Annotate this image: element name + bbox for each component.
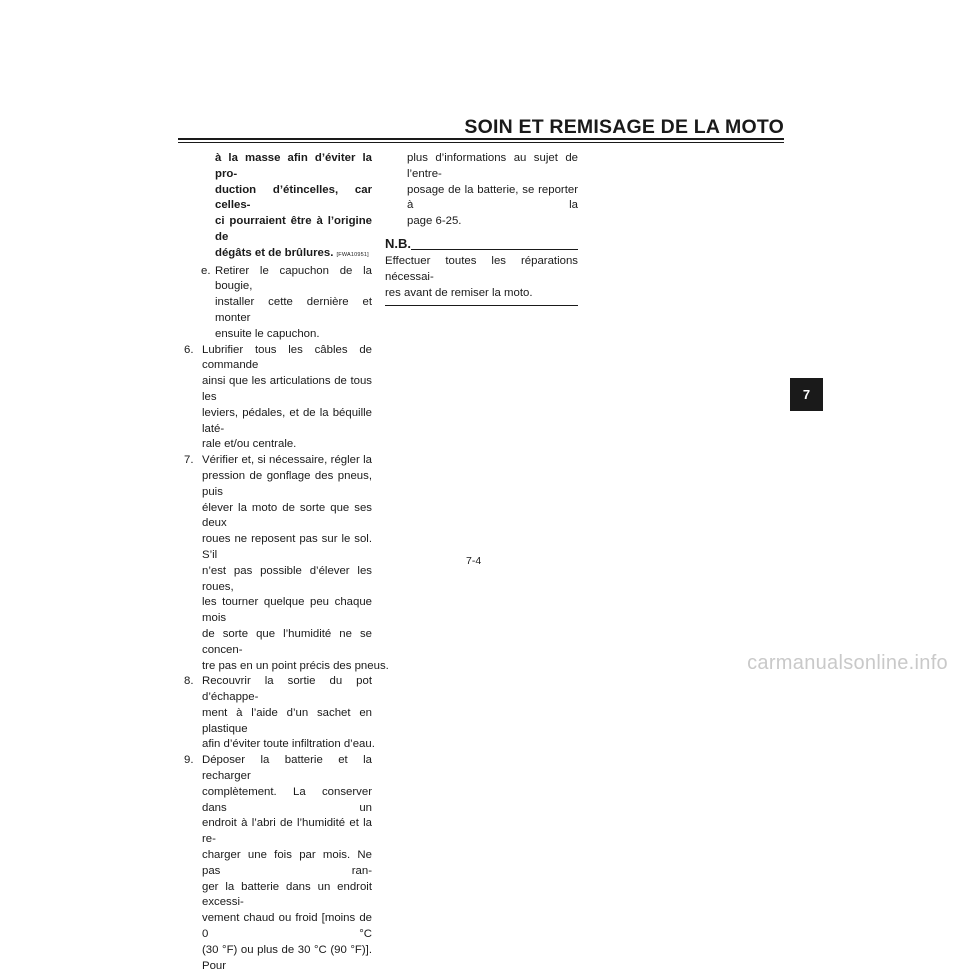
list-item-line: Vérifier et, si nécessaire, régler la — [202, 454, 372, 467]
warning-code: [FWA10951] — [336, 251, 369, 258]
list-item-line: vement chaud ou froid [moins de 0 °C — [202, 912, 372, 941]
header-rule-thick — [178, 138, 784, 140]
header-rule-thin — [178, 142, 784, 143]
list-item-line: endroit à l’abri de l’humidité et la re- — [202, 817, 372, 846]
note-text-line: res avant de remiser la moto. — [385, 286, 533, 299]
left-column — [184, 151, 389, 974]
list-item-number: 7. — [184, 454, 194, 467]
chapter-tab — [790, 378, 823, 411]
list-item-line: rale et/ou centrale. — [202, 438, 297, 451]
list-item-8 — [184, 674, 375, 753]
list-item-line: afin d’éviter toute infiltration d’eau. — [202, 738, 375, 751]
step-e — [184, 264, 372, 343]
list-item-number: 6. — [184, 343, 194, 356]
list-item-6 — [184, 343, 372, 454]
list-item-line: (30 °F) ou plus de 30 °C (90 °F)]. Pour — [202, 943, 372, 972]
list-item-line: leviers, pédales, et de la béquille laté- — [202, 406, 372, 435]
warning-text-line: ci pourraient être à l’origine de — [215, 215, 372, 243]
list-item-line: ainsi que les articulations de tous les — [202, 375, 372, 403]
note-heading — [385, 236, 578, 254]
right-column — [385, 151, 578, 306]
list-item-line: roues ne reposent pas sur le sol. S’il — [202, 533, 372, 561]
list-item-line: charger une fois par mois. Ne pas ran- — [202, 849, 372, 877]
step-e-line: ensuite le capuchon. — [215, 327, 320, 340]
list-item-line: ment à l’aide d’un sachet en plastique — [202, 706, 372, 735]
list-item-line: Lubrifier tous les câbles de commande — [202, 343, 372, 372]
page-header-title: SOIN ET REMISAGE DE LA MOTO — [464, 116, 784, 138]
list-item-line: élever la moto de sorte que ses deux — [202, 501, 372, 530]
step-e-line: Retirer le capuchon de la bougie, — [215, 264, 372, 293]
warning-text: dégâts et de brûlures. — [215, 246, 334, 259]
step-e-marker: e. — [201, 264, 211, 277]
warning-text-line: à la masse afin d’éviter la pro- — [215, 152, 372, 180]
list-item-number: 9. — [184, 754, 194, 767]
warning-text-line: duction d’étincelles, car celles- — [215, 183, 372, 212]
list-item-line: Déposer la batterie et la recharger — [202, 754, 372, 783]
step-e-line: installer cette dernière et monter — [215, 296, 372, 324]
note-heading-rule — [411, 249, 578, 250]
list-item-line: les tourner quelque peu chaque mois — [202, 596, 372, 625]
note-label: N.B. — [385, 235, 411, 251]
watermark-text: carmanualsonline.info — [747, 652, 948, 674]
chapter-tab-label: 7 — [802, 387, 811, 402]
list-item-9 — [184, 753, 372, 974]
note-text-line: Effectuer toutes les réparations nécessai- — [385, 254, 578, 283]
list-item-line: de sorte que l’humidité ne se concen- — [202, 627, 372, 656]
continuation-line: posage de la batterie, se reporter à la — [407, 183, 578, 212]
continuation-line: plus d’informations au sujet de l’entre- — [407, 152, 578, 180]
continuation-line: page 6-25. — [407, 215, 462, 228]
list-item-line: pression de gonflage des pneus, puis — [202, 469, 372, 498]
list-item-line: tre pas en un point précis des pneus. — [202, 659, 389, 672]
list-item-line: Recouvrir la sortie du pot d’échappe- — [202, 675, 372, 704]
list-item-line: n’est pas possible d’élever les roues, — [202, 564, 372, 593]
note-end-rule — [385, 305, 578, 306]
list-item-line: complètement. La conserver dans un — [202, 785, 372, 814]
list-item-line: ger la batterie dans un endroit excessi- — [202, 880, 372, 909]
list-item-number: 8. — [184, 675, 194, 688]
list-item-7 — [184, 453, 389, 674]
warning-text-line-last — [184, 246, 372, 264]
page-number: 7-4 — [466, 555, 482, 567]
